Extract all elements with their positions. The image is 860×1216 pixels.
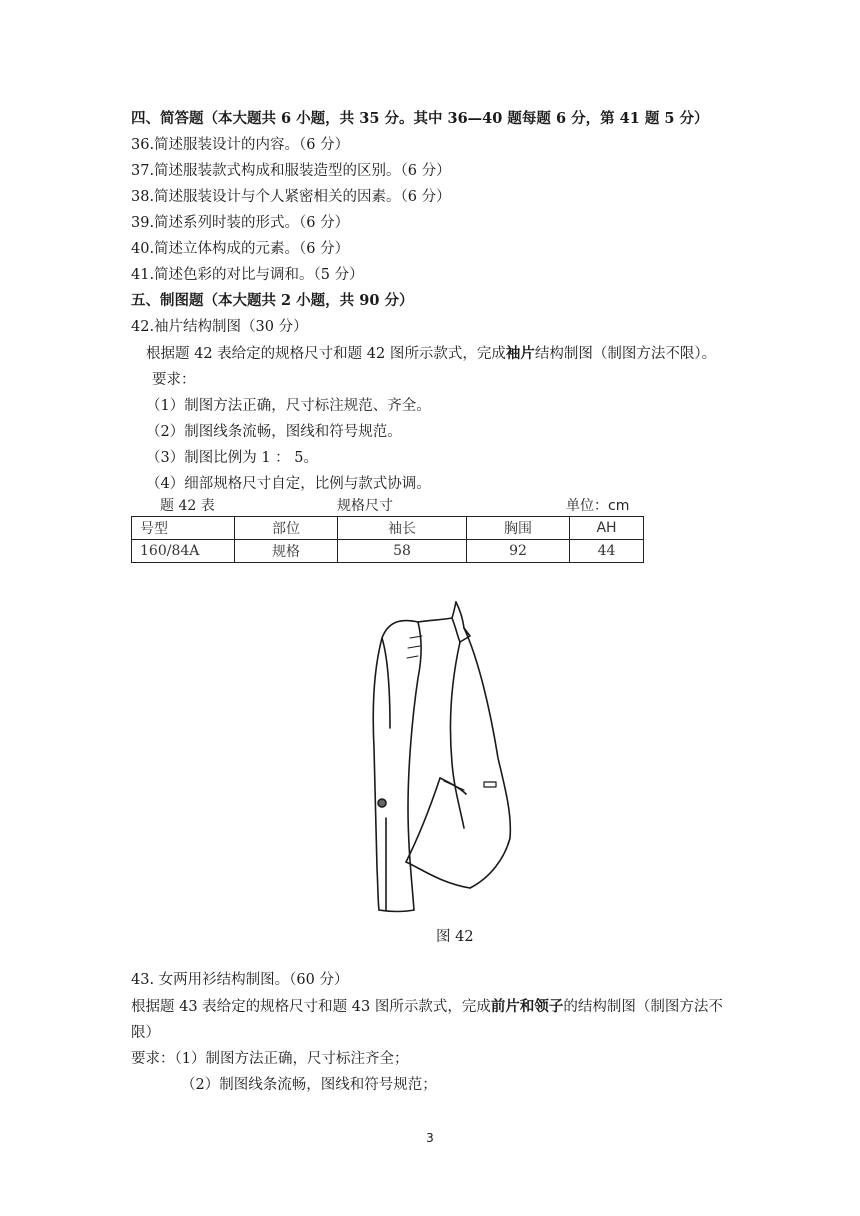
table-cell: 44 (570, 540, 644, 563)
q42-req-4: （4）细部规格尺寸自定，比例与款式协调。 (146, 476, 431, 492)
question-37: 37.简述服装款式构成和服装造型的区别。（6 分） (131, 163, 451, 179)
table-header-cell: 部位 (235, 517, 338, 540)
table-unit: 单位：cm (566, 498, 630, 514)
q43-instruction-pre: 根据题 43 表给定的规格尺寸和题 43 图所示款式，完成 (131, 999, 491, 1015)
table-header-row (132, 517, 644, 540)
table-title: 规格尺寸 (337, 498, 393, 514)
q42-title: 42.袖片结构制图（30 分） (131, 319, 308, 335)
table-cell: 58 (338, 540, 467, 563)
q43-instruction-cont: 限） (131, 1025, 160, 1041)
table-cell: 160/84A (132, 540, 235, 563)
table-caption: 题 42 表 (160, 498, 215, 514)
q43-instruction (131, 997, 723, 1017)
spec-table (131, 516, 644, 563)
q42-req-1: （1）制图方法正确，尺寸标注规范、齐全。 (146, 398, 431, 414)
q42-instruction (146, 344, 716, 364)
section4-heading: 四、简答题（本大题共 6 小题，共 35 分。其中 36—40 题每题 6 分，第 41 题 5 分） (131, 110, 709, 127)
question-39: 39.简述系列时装的形式。（6 分） (131, 215, 350, 231)
question-41: 41.简述色彩的对比与调和。（5 分） (131, 267, 364, 283)
figure-caption: 图 42 (436, 929, 474, 945)
q42-instruction-post: 结构制图（制图方法不限）。 (534, 346, 717, 362)
q42-instruction-bold: 袖片 (505, 345, 535, 362)
q43-title: 43. 女两用衫结构制图。（60 分） (131, 972, 349, 988)
q43-req-1: 要求：（1）制图方法正确，尺寸标注齐全； (131, 1051, 409, 1067)
section5-heading: 五、制图题（本大题共 2 小题，共 90 分） (131, 292, 414, 309)
table-header-cell: AH (570, 517, 644, 540)
question-36: 36.简述服装设计的内容。（6 分） (131, 137, 350, 153)
table-header-cell: 胸围 (467, 517, 570, 540)
q42-instruction-pre: 根据题 42 表给定的规格尺寸和题 42 图所示款式，完成 (146, 346, 506, 362)
table-cell: 92 (467, 540, 570, 563)
question-38: 38.简述服装设计与个人紧密相关的因素。（6 分） (131, 189, 451, 205)
q42-req-3: （3）制图比例为 1 ： 5。 (146, 450, 319, 466)
q43-instruction-bold: 前片和领子 (490, 998, 564, 1015)
table-row (132, 540, 644, 563)
table-header-cell: 袖长 (338, 517, 467, 540)
q43-instruction-post: 的结构制图（制图方法不 (563, 999, 723, 1015)
jacket-illustration (360, 598, 520, 918)
q42-req-2: （2）制图线条流畅，图线和符号规范。 (146, 424, 402, 440)
question-40: 40.简述立体构成的元素。（6 分） (131, 241, 350, 257)
table-cell: 规格 (235, 540, 338, 563)
q42-req-label: 要求： (152, 372, 196, 388)
table-header-cell: 号型 (132, 517, 235, 540)
page-number: 3 (426, 1131, 434, 1145)
q43-req-2: （2）制图线条流畅，图线和符号规范； (181, 1077, 437, 1093)
